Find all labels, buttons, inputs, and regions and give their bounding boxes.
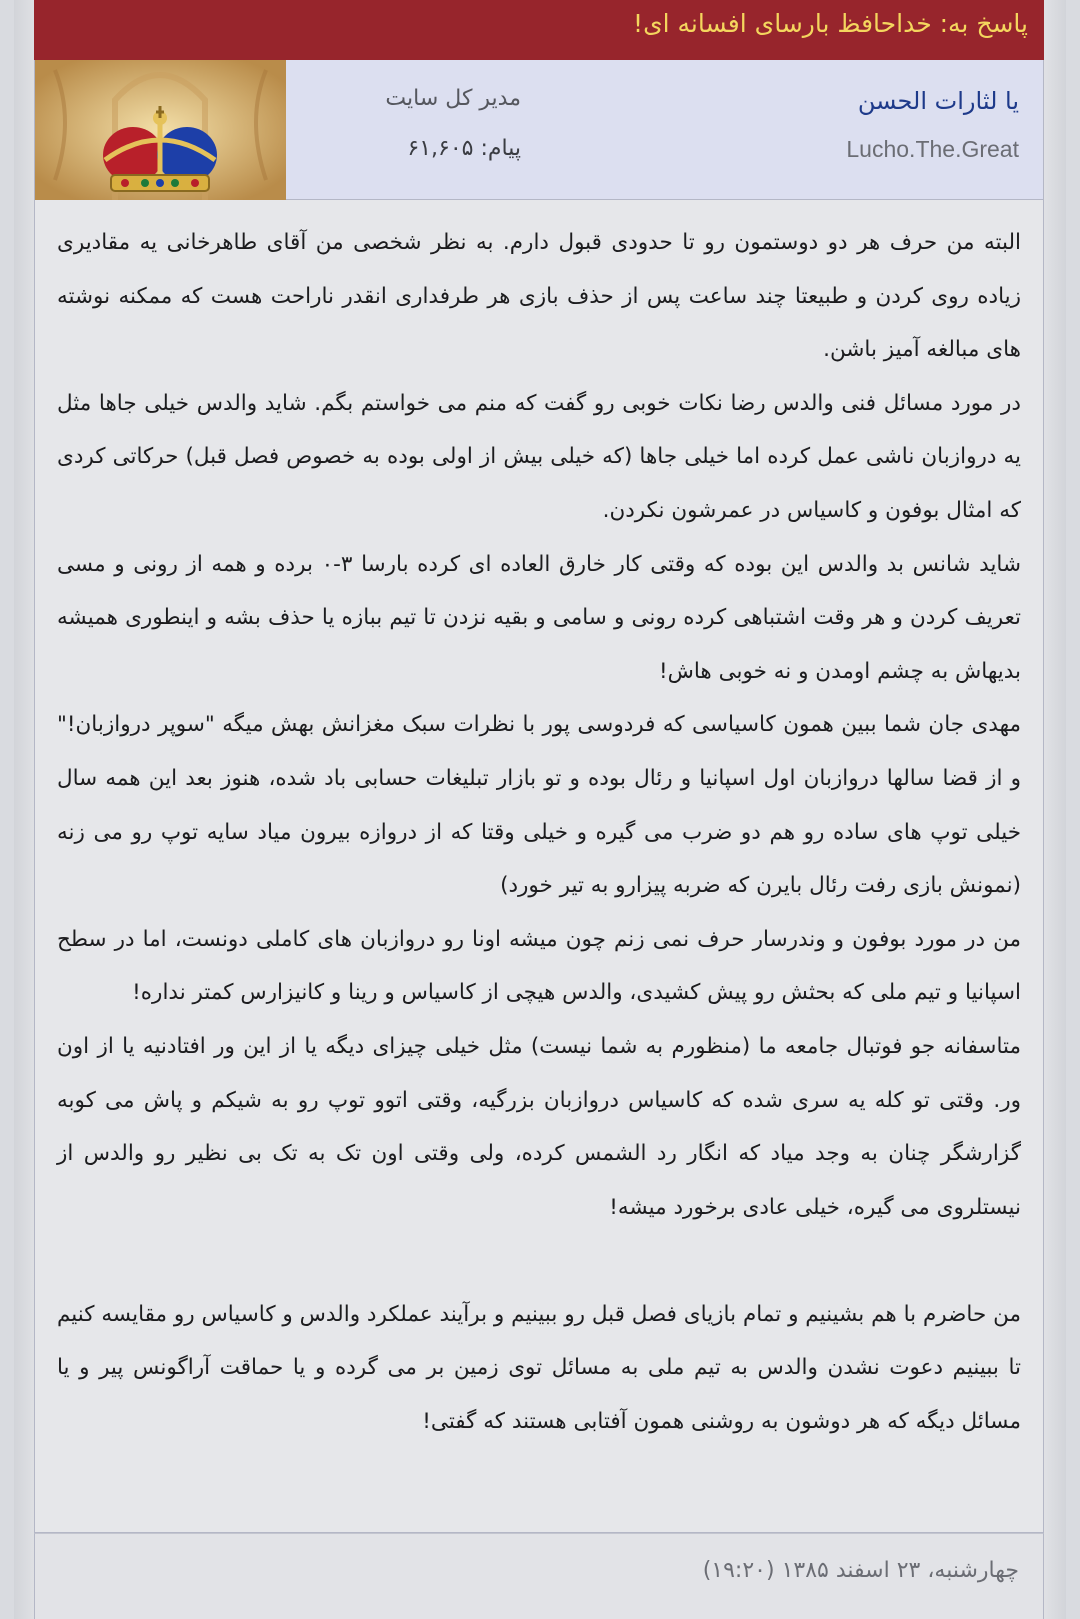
page-background: [14, 0, 1066, 1619]
author-role: مدیر کل سایت: [385, 86, 521, 111]
post-paragraph: مهدی جان شما ببین همون کاسیاسی که فردوسی پور با نظرات سبک مغزانش بهش میگه "سوپر دروازبان!" و از قضا سالها دروازبان اول اسپانیا و رئال بوده و تو بازار تبلیغات حسابی باد شده، هنوز بعد این همه سال خیلی توپ های ساده رو هم دو ضرب می گیره و خیلی وقتا که از دروازه بیرون میاد سایه توپ رو می زنه (نمونش بازی رفت رئال بایرن که ضربه پیزارو به تیر خورد): [57, 712, 1021, 899]
crown-icon: [35, 60, 286, 200]
post-paragraph: متاسفانه جو فوتبال جامعه ما (منظورم به شما نیست) مثل خیلی چیزای دیگه یا از این ور افتادنیه یا از اون ور. وقتی تو کله یه سری شده که کاسیاس دروازبان بزرگیه، وقتی اتوو توپ رو به شیکم و پاش می کوبه گزارشگر چنان به وجد میاد که انگار رد الشمس کرده، ولی وقتی اون تک به تک بی نظیر رو والدس از نیستلروی می گیره، خیلی عادی برخورد میشه!: [57, 1033, 1021, 1220]
post-paragraph: در مورد مسائل فنی والدس رضا نکات خوبی رو گفت که منم می خواستم بگم. شاید والدس خیلی جاها مثل یه دروازبان ناشی عمل کرده اما خیلی جاها (که خیلی بیش از اولی بوده به خصوص فصل قبل) حرکاتی کردی که امثال بوفون و کاسیاس در عمرشون نکردن.: [57, 390, 1021, 523]
post-paragraph: شاید شانس بد والدس این بوده که وقتی کار خارق العاده ای کرده بارسا ۳-۰ برده و همه از رونی و مسی تعریف کردن و هر وقت اشتباهی کرده رونی و سامی و بقیه نزدن تا تیم ببازه یا حذف بشه و اینطوری همیشه بدیهاش به چشم اومدن و نه خوبی هاش!: [57, 551, 1021, 684]
post-title: پاسخ به: خداحافظ بارسای افسانه ای!: [633, 9, 1028, 38]
avatar[interactable]: [35, 60, 286, 200]
post-date: چهارشنبه، ۲۳ اسفند ۱۳۸۵ (۱۹:۲۰): [702, 1558, 1019, 1583]
post-footer: [34, 1533, 1044, 1619]
author-bar: [34, 60, 1044, 200]
post-body: [34, 200, 1044, 1533]
author-post-count: پیام: ۶۱,۶۰۵: [407, 136, 521, 161]
post-header: [34, 0, 1044, 60]
paragraph-spacer: [57, 1234, 1021, 1288]
forum-post: [34, 0, 1044, 1619]
author-name-link[interactable]: یا لثارات الحسن: [857, 87, 1019, 115]
post-paragraph: البته من حرف هر دو دوستمون رو تا حدودی قبول دارم. به نظر شخصی من آقای طاهرخانی یه مقادیری زیاده روی کردن و طبیعتا چند ساعت پس از حذف بازی هر طرفداری انقدر ناراحت هست که ممکنه نوشته های مبالغه آمیز باشن.: [57, 230, 1021, 363]
post-paragraph: من در مورد بوفون و وندرسار حرف نمی زنم چون میشه اونا رو دروازبان های کاملی دونست، اما در سطح اسپانیا و تیم ملی که بحثش رو پیش کشیدی، والدس هیچی از کاسیاس و رینا و کانیزارس کمتر نداره!: [57, 926, 1021, 1006]
author-handle: Lucho.The.Great: [846, 136, 1019, 162]
post-paragraph: من حاضرم با هم بشینیم و تمام بازیای فصل قبل رو ببینیم و برآیند عملکرد والدس و کاسیاس رو مقایسه کنیم تا ببینیم دعوت نشدن والدس به تیم ملی به مسائل توی زمین بر می گرده و یا حماقت آراگونس پیر و یا مسائل دیگه که هر دوشون به روشنی همون آفتابی هستند که گفتی!: [57, 1301, 1021, 1435]
